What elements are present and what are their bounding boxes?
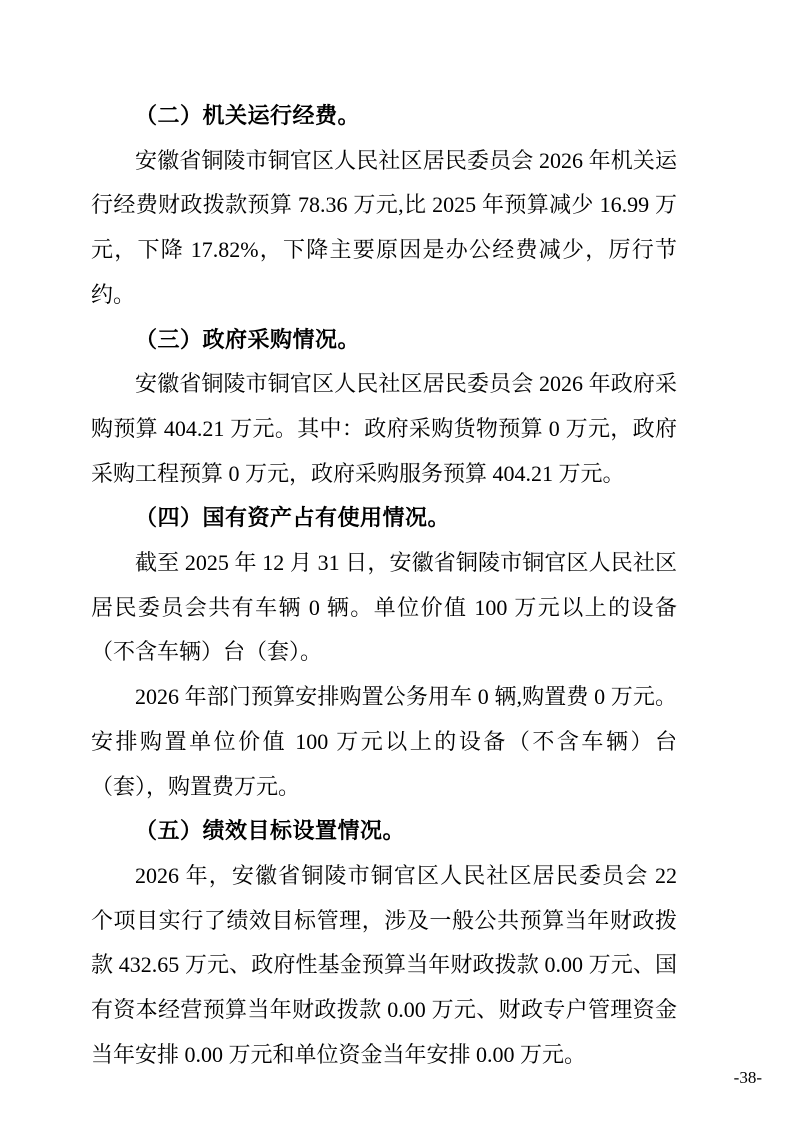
- section-heading-performance-targets: （五）绩效目标设置情况。: [135, 818, 406, 844]
- paragraph-state-assets-2: 2026 年部门预算安排购置公务用车 0 辆,购置费 0 万元。安排购置单位价值 100 万元以上的设备（不含车辆）台（套），购置费万元。: [91, 684, 677, 799]
- document-body: [91, 94, 677, 1077]
- paragraph-government-procurement: 安徽省铜陵市铜官区人民社区居民委员会 2026 年政府采购预算 404.21 万元。其中：政府采购货物预算 0 万元，政府采购工程预算 0 万元，政府采购服务预算 404.21 万元。: [91, 371, 677, 486]
- section-heading-government-procurement: （三）政府采购情况。: [135, 326, 361, 352]
- paragraph-operating-expenses: 安徽省铜陵市铜官区人民社区居民委员会 2026 年机关运行经费财政拨款预算 78.36 万元,比 2025 年预算减少 16.99 万元，下降 17.82%，下降主要原因是办公经费减少，厉行节约。: [91, 147, 677, 307]
- paragraph-state-assets-1: 截至 2025 年 12 月 31 日，安徽省铜陵市铜官区人民社区居民委员会共有车辆 0 辆。单位价值 100 万元以上的设备（不含车辆）台（套）。: [91, 550, 677, 665]
- section-heading-operating-expenses: （二）机关运行经费。: [135, 103, 361, 128]
- paragraph-performance-targets: 2026 年，安徽省铜陵市铜官区人民社区居民委员会 22 个项目实行了绩效目标管理，涉及一般公共预算当年财政拨款 432.65 万元、政府性基金预算当年财政拨款 0.00 万元、国有资本经营预算当年财政拨款 0.00 万元、财政专户管理资金当年安排 0.00 万元和单位资金当年安排 0.00 万元。: [91, 862, 677, 1067]
- section-heading-state-assets: （四）国有资产占有使用情况。: [135, 505, 451, 531]
- page-number: -38-: [733, 1068, 762, 1087]
